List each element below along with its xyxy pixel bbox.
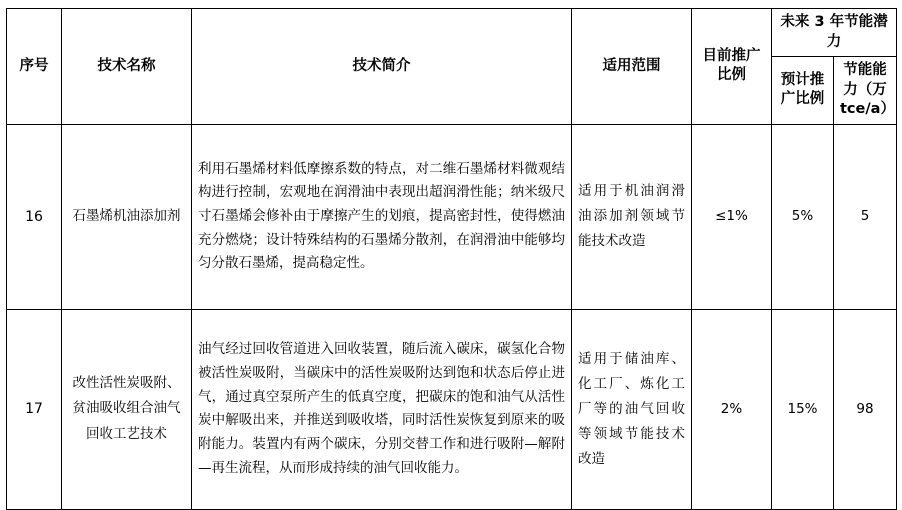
header-future-potential-group: 未来 3 年节能潜力 — [772, 9, 897, 57]
energy-saving-technology-table — [6, 8, 897, 510]
header-no: 序号 — [7, 9, 62, 125]
cell-scope: 适用于机油润滑油添加剂领域节能技术改造 — [572, 124, 692, 309]
cell-future-ratio: 15% — [772, 309, 834, 509]
cell-future-capacity: 98 — [834, 309, 897, 509]
cell-no: 16 — [7, 124, 62, 309]
cell-name: 石墨烯机油添加剂 — [62, 124, 192, 309]
table-row — [7, 124, 897, 309]
cell-scope: 适用于储油库、化工厂、炼化工厂等的油气回收等领域节能技术改造 — [572, 309, 692, 509]
cell-current-ratio: ≤1% — [692, 124, 772, 309]
header-future-capacity: 节能能力（万 tce/a） — [834, 57, 897, 125]
cell-future-capacity: 5 — [834, 124, 897, 309]
header-scope: 适用范围 — [572, 9, 692, 125]
header-row-top — [7, 9, 897, 57]
cell-future-ratio: 5% — [772, 124, 834, 309]
cell-current-ratio: 2% — [692, 309, 772, 509]
header-current-ratio: 目前推广比例 — [692, 9, 772, 125]
cell-name: 改性活性炭吸附、贫油吸收组合油气回收工艺技术 — [62, 309, 192, 509]
table-body — [7, 124, 897, 509]
header-desc: 技术简介 — [192, 9, 572, 125]
table-header — [7, 9, 897, 125]
header-name: 技术名称 — [62, 9, 192, 125]
header-future-ratio: 预计推广比例 — [772, 57, 834, 125]
cell-desc: 利用石墨烯材料低摩擦系数的特点，对二维石墨烯材料微观结构进行控制，宏观地在润滑油中表现出超润滑性能；纳米级尺寸石墨烯会修补由于摩擦产生的划痕，提高密封性，使得燃油充分燃烧；设计特殊结构的石墨烯分散剂，在润滑油中能够均匀分散石墨烯，提高稳定性。 — [192, 124, 572, 309]
cell-no: 17 — [7, 309, 62, 509]
table-row — [7, 309, 897, 509]
cell-desc: 油气经过回收管道进入回收装置，随后流入碳床，碳氢化合物被活性炭吸附，当碳床中的活性炭吸附达到饱和状态后停止进气，通过真空泵所产生的低真空度，把碳床的饱和油气从活性炭中解吸出来，并推送到吸收塔，同时活性炭恢复到原来的吸附能力。装置内有两个碳床，分别交替工作和进行吸附—解附—再生流程，从而形成持续的油气回收能力。 — [192, 309, 572, 509]
